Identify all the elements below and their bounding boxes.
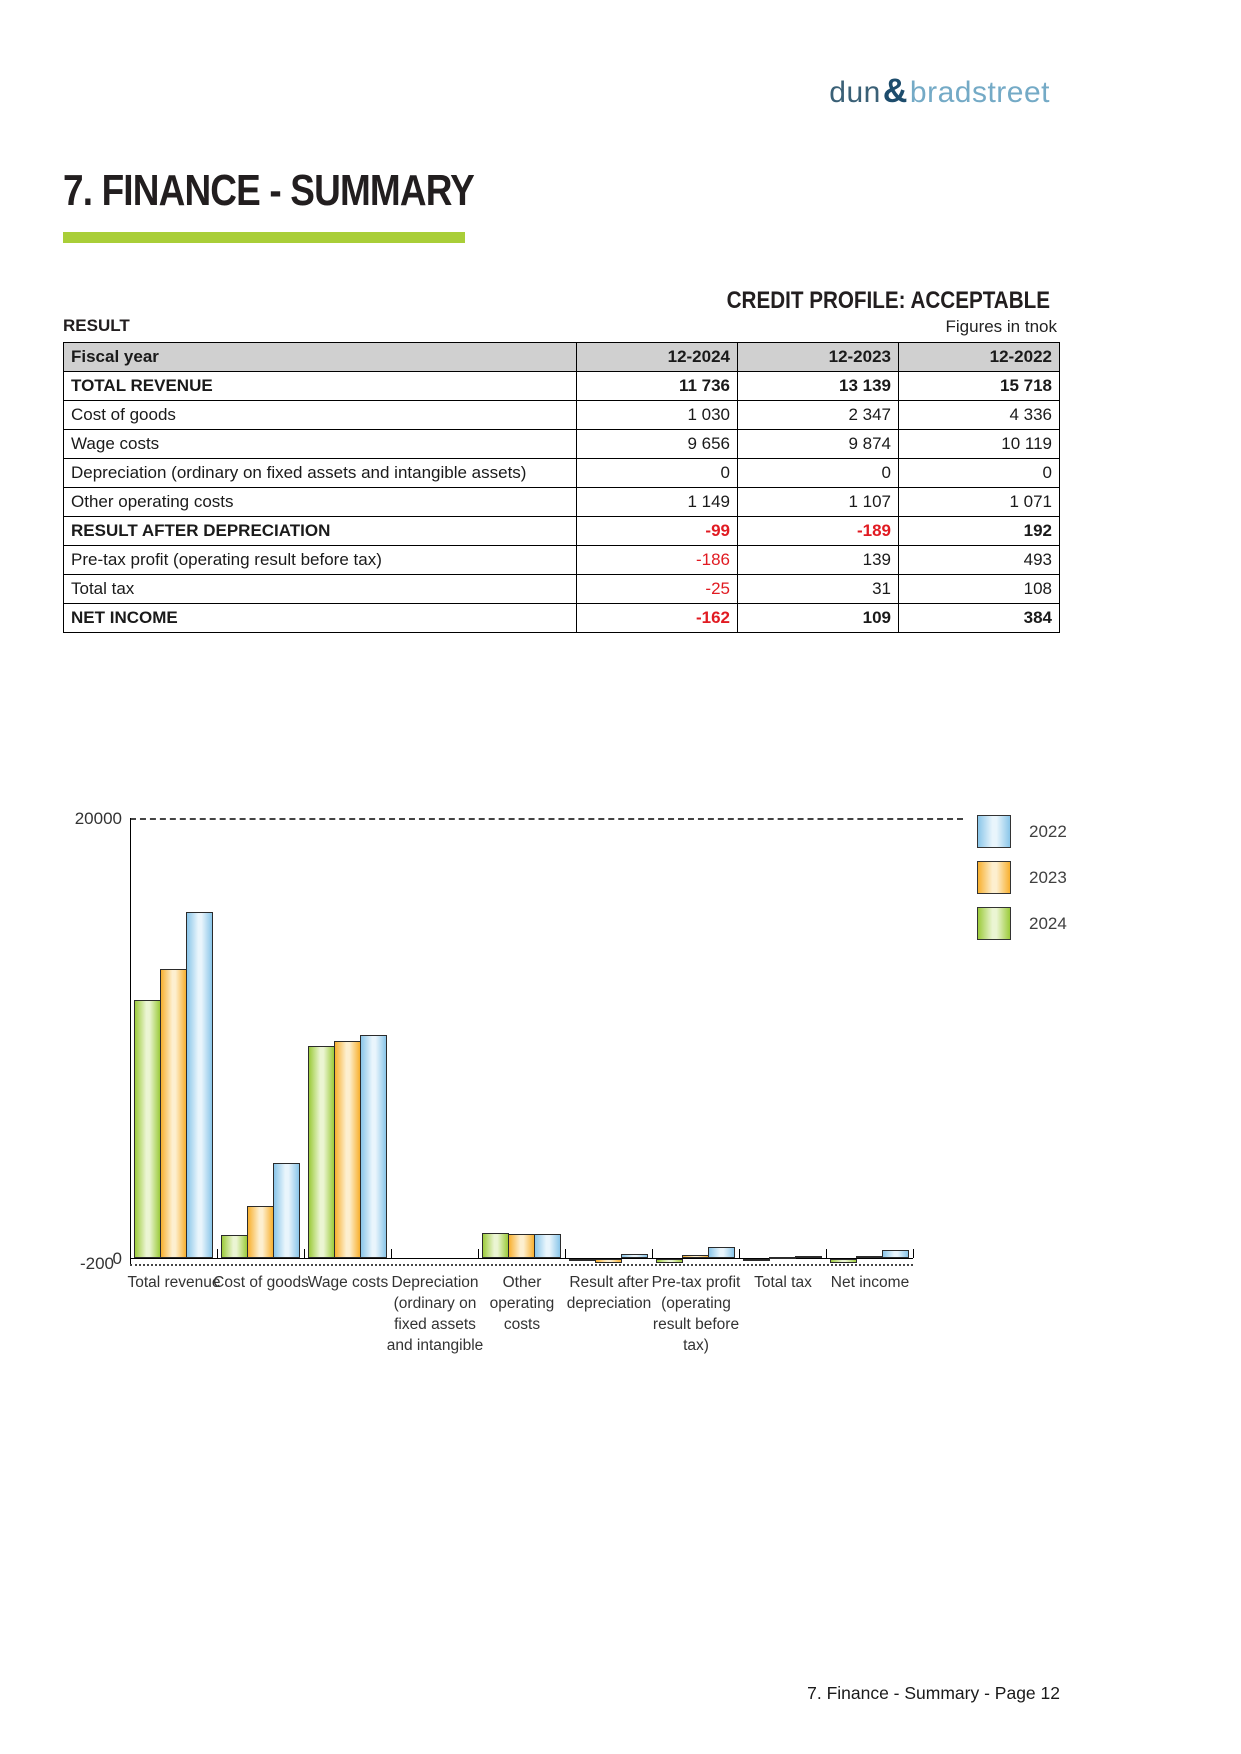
row-label: NET INCOME (64, 604, 577, 633)
y-axis-label-20000: 20000 (74, 809, 122, 828)
result-section-label: RESULT (63, 316, 130, 335)
legend-label: 2024 (1029, 913, 1067, 933)
row-value: 4 336 (899, 401, 1060, 430)
row-value: 15 718 (899, 372, 1060, 401)
title-accent-bar (63, 232, 465, 243)
page-title: 7. FINANCE - SUMMARY (63, 166, 474, 215)
result-table (63, 342, 1060, 633)
y-axis-line (130, 818, 131, 1265)
figures-unit-note: Figures in tnok (945, 317, 1057, 336)
table-row (64, 575, 1060, 604)
row-value: 0 (738, 459, 899, 488)
x-axis-tick (217, 1249, 218, 1258)
bar-2024-pre-tax-profit-operating-result-before-tax- (656, 1259, 683, 1263)
gridline-minus-200 (130, 1264, 913, 1266)
bar-2023-total-revenue (160, 969, 187, 1258)
x-axis-category-label: Total tax (754, 1274, 812, 1291)
y-axis-label-0: 0 (112, 1249, 122, 1268)
row-value: -99 (577, 517, 738, 546)
table-row (64, 517, 1060, 546)
logo-dun-text: dun (829, 76, 881, 109)
x-axis-category-label: Pre-tax profit (operating result before tax) (651, 1274, 741, 1354)
table-header-row (64, 343, 1060, 372)
x-axis-tick (652, 1249, 653, 1258)
legend-swatch-2024 (977, 907, 1011, 940)
bar-2023-net-income (856, 1256, 883, 1258)
bar-2024-total-tax (743, 1259, 770, 1261)
bar-2024-net-income (830, 1259, 857, 1263)
row-label: Total tax (64, 575, 577, 604)
bar-2023-total-tax (769, 1257, 796, 1259)
row-label: Other operating costs (64, 488, 577, 517)
table-header-fiscal-year: Fiscal year (64, 343, 577, 372)
bar-2022-cost-of-goods (273, 1163, 300, 1258)
legend-swatch-2022 (977, 815, 1011, 848)
x-axis-category-label: Cost of goods (213, 1274, 309, 1291)
x-axis-tick (739, 1249, 740, 1258)
table-row (64, 546, 1060, 575)
x-axis-tick (478, 1249, 479, 1258)
x-axis-category-label: Other operating costs (489, 1274, 555, 1333)
legend-item-2024 (977, 907, 1067, 940)
x-axis-category-label: Total revenue (127, 1274, 221, 1291)
row-value: 1 071 (899, 488, 1060, 517)
chart-legend (977, 815, 1067, 953)
row-value: 109 (738, 604, 899, 633)
x-axis-category-label: Wage costs (307, 1274, 389, 1291)
bar-2022-wage-costs (360, 1035, 387, 1258)
ampersand-icon: & (882, 72, 908, 110)
row-label: Cost of goods (64, 401, 577, 430)
row-value: 493 (899, 546, 1060, 575)
row-value: 31 (738, 575, 899, 604)
legend-item-2022 (977, 815, 1067, 848)
bar-2022-other-operating-costs (534, 1234, 561, 1258)
bar-2022-total-revenue (186, 912, 213, 1258)
row-value: 1 107 (738, 488, 899, 517)
table-row (64, 401, 1060, 430)
x-axis-tick (565, 1249, 566, 1258)
bar-2024-total-revenue (134, 1000, 161, 1258)
bar-2024-cost-of-goods (221, 1235, 248, 1258)
x-axis-category-label: Net income (830, 1274, 910, 1291)
row-value: -25 (577, 575, 738, 604)
x-axis-tick (826, 1249, 827, 1258)
x-axis-category-label: Depreciation (ordinary on fixed assets and intangible (386, 1274, 484, 1354)
row-value: 11 736 (577, 372, 738, 401)
row-value: 9 874 (738, 430, 899, 459)
row-label: Pre-tax profit (operating result before tax) (64, 546, 577, 575)
bar-2023-pre-tax-profit-operating-result-before-tax- (682, 1255, 709, 1258)
row-value: 384 (899, 604, 1060, 633)
x-axis-tick (391, 1249, 392, 1258)
legend-swatch-2023 (977, 861, 1011, 894)
legend-item-2023 (977, 861, 1067, 894)
y-axis-label-minus-200: -200 (79, 1254, 114, 1273)
dun-and-bradstreet-logo (829, 72, 1050, 111)
table-header-12-2024: 12-2024 (577, 343, 738, 372)
bar-2022-result-after-depreciation (621, 1254, 648, 1258)
bar-2024-wage-costs (308, 1046, 335, 1258)
bar-2023-wage-costs (334, 1041, 361, 1258)
legend-label: 2022 (1029, 821, 1067, 841)
credit-profile-status: CREDIT PROFILE: ACCEPTABLE (726, 287, 1050, 314)
x-axis-category-label: Result after depreciation (566, 1274, 652, 1312)
bar-2024-result-after-depreciation (569, 1259, 596, 1261)
row-value: 2 347 (738, 401, 899, 430)
row-value: 9 656 (577, 430, 738, 459)
x-axis-tick (913, 1249, 914, 1258)
page-footer: 7. Finance - Summary - Page 12 (807, 1683, 1060, 1703)
table-header-12-2022: 12-2022 (899, 343, 1060, 372)
bar-2024-other-operating-costs (482, 1233, 509, 1258)
bar-2022-pre-tax-profit-operating-result-before-tax- (708, 1247, 735, 1258)
x-axis-tick (304, 1249, 305, 1258)
table-row (64, 430, 1060, 459)
row-value: 13 139 (738, 372, 899, 401)
row-value: -186 (577, 546, 738, 575)
row-label: Wage costs (64, 430, 577, 459)
bar-2022-total-tax (795, 1256, 822, 1258)
row-label: Depreciation (ordinary on fixed assets and intangible assets) (64, 459, 577, 488)
bar-2023-other-operating-costs (508, 1234, 535, 1258)
gridline-20000 (130, 818, 963, 820)
bar-2023-cost-of-goods (247, 1206, 274, 1258)
legend-label: 2023 (1029, 867, 1067, 887)
table-header-12-2023: 12-2023 (738, 343, 899, 372)
row-label: TOTAL REVENUE (64, 372, 577, 401)
row-value: 1 030 (577, 401, 738, 430)
row-value: 192 (899, 517, 1060, 546)
row-value: 10 119 (899, 430, 1060, 459)
table-row (64, 459, 1060, 488)
table-row (64, 604, 1060, 633)
bar-2022-net-income (882, 1250, 909, 1258)
row-value: 1 149 (577, 488, 738, 517)
logo-bradstreet-text: bradstreet (909, 76, 1050, 109)
row-value: 108 (899, 575, 1060, 604)
table-row (64, 372, 1060, 401)
bar-2023-result-after-depreciation (595, 1259, 622, 1263)
row-value: 0 (899, 459, 1060, 488)
row-value: -189 (738, 517, 899, 546)
row-value: 0 (577, 459, 738, 488)
row-label: RESULT AFTER DEPRECIATION (64, 517, 577, 546)
table-row (64, 488, 1060, 517)
finance-bar-chart (127, 818, 970, 1438)
row-value: 139 (738, 546, 899, 575)
row-value: -162 (577, 604, 738, 633)
